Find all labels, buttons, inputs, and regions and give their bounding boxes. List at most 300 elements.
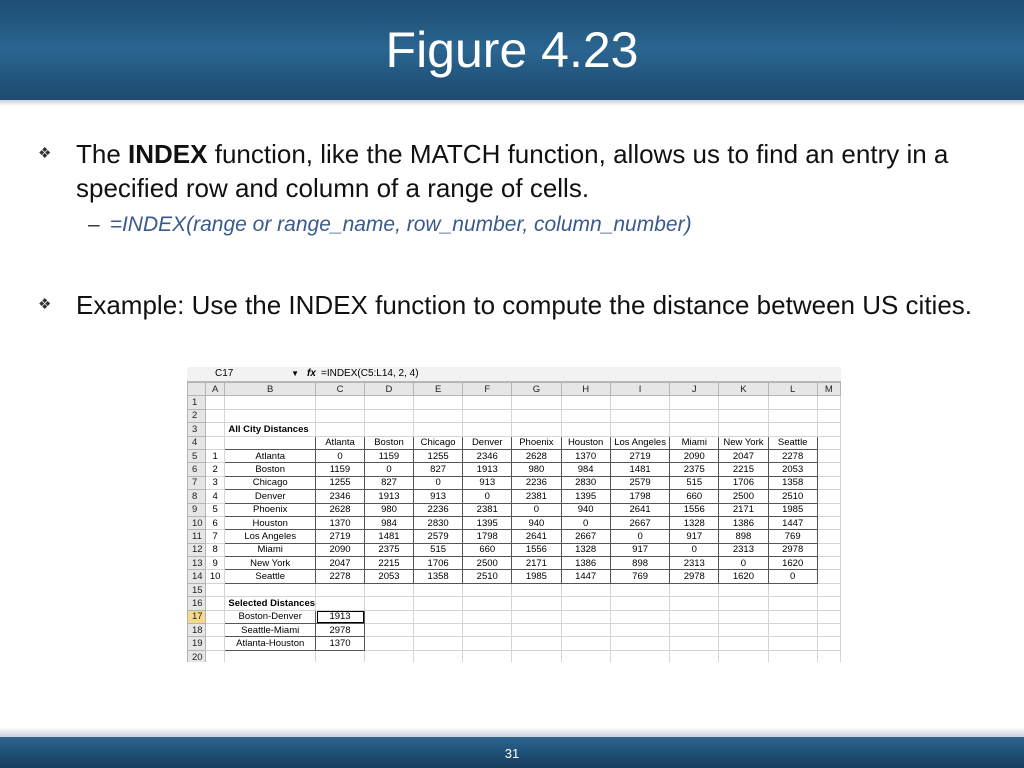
- row-header[interactable]: 10: [188, 516, 206, 529]
- cell[interactable]: [205, 624, 225, 637]
- cell[interactable]: 1447: [768, 516, 817, 529]
- name-box[interactable]: [215, 368, 301, 380]
- table-row: [188, 583, 841, 596]
- cell[interactable]: 2579: [413, 530, 462, 543]
- cell[interactable]: [561, 409, 610, 422]
- cell[interactable]: [817, 650, 840, 662]
- cell[interactable]: [719, 610, 769, 623]
- cell[interactable]: [817, 490, 840, 503]
- cell[interactable]: [561, 423, 610, 436]
- cell[interactable]: [365, 396, 414, 409]
- cell[interactable]: 660: [463, 543, 512, 556]
- cell[interactable]: [768, 650, 817, 662]
- cell[interactable]: 1358: [413, 570, 462, 583]
- cell[interactable]: 2381: [512, 490, 561, 503]
- row-header[interactable]: 20: [188, 650, 206, 662]
- cell[interactable]: 660: [670, 490, 719, 503]
- row-header[interactable]: 11: [188, 530, 206, 543]
- formula-input[interactable]: =INDEX(C5:L14, 2, 4): [321, 368, 419, 379]
- cell[interactable]: [817, 449, 840, 462]
- cell[interactable]: [719, 396, 769, 409]
- cell[interactable]: Denver: [225, 490, 316, 503]
- cell[interactable]: 0: [463, 490, 512, 503]
- cell[interactable]: 913: [463, 476, 512, 489]
- cell[interactable]: 827: [413, 463, 462, 476]
- cell[interactable]: All City Distances: [225, 423, 316, 436]
- cell[interactable]: 2830: [413, 516, 462, 529]
- row-header[interactable]: 5: [188, 449, 206, 462]
- cell[interactable]: 4: [205, 490, 225, 503]
- cell[interactable]: 2830: [561, 476, 610, 489]
- cell[interactable]: 917: [610, 543, 670, 556]
- cell[interactable]: [768, 597, 817, 610]
- cell[interactable]: [670, 409, 719, 422]
- cell[interactable]: 1985: [768, 503, 817, 516]
- cell[interactable]: 0: [512, 503, 561, 516]
- cell[interactable]: 984: [561, 463, 610, 476]
- cell[interactable]: [316, 597, 365, 610]
- cell[interactable]: 1447: [561, 570, 610, 583]
- cell[interactable]: [413, 637, 462, 650]
- cell[interactable]: [817, 436, 840, 449]
- cell[interactable]: [413, 423, 462, 436]
- cell[interactable]: 984: [365, 516, 414, 529]
- row-header[interactable]: 15: [188, 583, 206, 596]
- cell[interactable]: [561, 396, 610, 409]
- cell[interactable]: 0: [561, 516, 610, 529]
- row-header[interactable]: 14: [188, 570, 206, 583]
- cell[interactable]: [610, 423, 670, 436]
- cell[interactable]: 2667: [561, 530, 610, 543]
- cell[interactable]: 2375: [670, 463, 719, 476]
- cell[interactable]: [316, 409, 365, 422]
- cell[interactable]: 2171: [512, 557, 561, 570]
- cell[interactable]: [225, 436, 316, 449]
- cell[interactable]: Los Angeles: [225, 530, 316, 543]
- cell[interactable]: [512, 423, 561, 436]
- column-header[interactable]: M: [817, 383, 840, 396]
- cell[interactable]: [512, 597, 561, 610]
- cell[interactable]: 2628: [316, 503, 365, 516]
- cell[interactable]: [316, 650, 365, 662]
- cell[interactable]: [817, 543, 840, 556]
- cell[interactable]: [463, 423, 512, 436]
- cell[interactable]: 9: [205, 557, 225, 570]
- select-all-corner[interactable]: [188, 383, 206, 396]
- cell[interactable]: [670, 610, 719, 623]
- cell[interactable]: [817, 530, 840, 543]
- cell[interactable]: [670, 624, 719, 637]
- cell[interactable]: 2313: [719, 543, 769, 556]
- cell[interactable]: [561, 583, 610, 596]
- cell[interactable]: [413, 396, 462, 409]
- cell[interactable]: [670, 637, 719, 650]
- cell[interactable]: [670, 423, 719, 436]
- cell[interactable]: 7: [205, 530, 225, 543]
- column-header[interactable]: H: [561, 383, 610, 396]
- cell[interactable]: 1386: [561, 557, 610, 570]
- cell[interactable]: [225, 409, 316, 422]
- cell[interactable]: 1798: [463, 530, 512, 543]
- cell[interactable]: 0: [365, 463, 414, 476]
- cell[interactable]: [719, 624, 769, 637]
- cell[interactable]: Phoenix: [512, 436, 561, 449]
- cell[interactable]: 2375: [365, 543, 414, 556]
- cell[interactable]: Seattle: [768, 436, 817, 449]
- cell[interactable]: 2579: [610, 476, 670, 489]
- cell[interactable]: 769: [768, 530, 817, 543]
- cell[interactable]: [561, 597, 610, 610]
- cell[interactable]: 917: [670, 530, 719, 543]
- cell[interactable]: 0: [670, 543, 719, 556]
- cell[interactable]: [512, 583, 561, 596]
- cell[interactable]: 1395: [561, 490, 610, 503]
- column-header[interactable]: J: [670, 383, 719, 396]
- cell[interactable]: Chicago: [413, 436, 462, 449]
- cell[interactable]: 2346: [463, 449, 512, 462]
- cell[interactable]: [817, 557, 840, 570]
- cell[interactable]: [205, 610, 225, 623]
- cell[interactable]: 0: [768, 570, 817, 583]
- cell[interactable]: 1328: [670, 516, 719, 529]
- cell[interactable]: 1556: [670, 503, 719, 516]
- cell[interactable]: [413, 610, 462, 623]
- cell[interactable]: 2719: [316, 530, 365, 543]
- cell[interactable]: 2978: [670, 570, 719, 583]
- cell[interactable]: 2047: [719, 449, 769, 462]
- cell[interactable]: [463, 597, 512, 610]
- cell[interactable]: [817, 637, 840, 650]
- cell[interactable]: [817, 610, 840, 623]
- cell[interactable]: 1328: [561, 543, 610, 556]
- cell[interactable]: 1358: [768, 476, 817, 489]
- row-header[interactable]: 1: [188, 396, 206, 409]
- column-header[interactable]: I: [610, 383, 670, 396]
- cell[interactable]: [413, 597, 462, 610]
- cell[interactable]: [225, 396, 316, 409]
- cell[interactable]: [512, 624, 561, 637]
- cell[interactable]: [610, 409, 670, 422]
- cell[interactable]: [610, 637, 670, 650]
- cell[interactable]: [719, 423, 769, 436]
- cell[interactable]: [463, 637, 512, 650]
- cell[interactable]: 515: [670, 476, 719, 489]
- cell[interactable]: Atlanta: [225, 449, 316, 462]
- cell[interactable]: [316, 583, 365, 596]
- cell[interactable]: [768, 423, 817, 436]
- cell[interactable]: 1255: [413, 449, 462, 462]
- cell[interactable]: [768, 624, 817, 637]
- cell[interactable]: 1395: [463, 516, 512, 529]
- cell[interactable]: [463, 583, 512, 596]
- cell[interactable]: 1620: [768, 557, 817, 570]
- cell[interactable]: 3: [205, 476, 225, 489]
- cell[interactable]: 2090: [670, 449, 719, 462]
- cell[interactable]: [670, 597, 719, 610]
- cell[interactable]: [205, 396, 225, 409]
- cell[interactable]: 6: [205, 516, 225, 529]
- cell[interactable]: [512, 610, 561, 623]
- cell[interactable]: 2500: [719, 490, 769, 503]
- cell[interactable]: Atlanta-Houston: [225, 637, 316, 650]
- cell[interactable]: [670, 583, 719, 596]
- cell[interactable]: [365, 597, 414, 610]
- cell[interactable]: Atlanta: [316, 436, 365, 449]
- column-header[interactable]: F: [463, 383, 512, 396]
- cell[interactable]: New York: [719, 436, 769, 449]
- cell[interactable]: [463, 650, 512, 662]
- cell[interactable]: 898: [719, 530, 769, 543]
- cell[interactable]: [561, 624, 610, 637]
- cell[interactable]: [817, 503, 840, 516]
- column-header[interactable]: E: [413, 383, 462, 396]
- cell[interactable]: [413, 409, 462, 422]
- cell[interactable]: 1913: [316, 610, 365, 623]
- row-header[interactable]: 3: [188, 423, 206, 436]
- cell[interactable]: Denver: [463, 436, 512, 449]
- cell[interactable]: [817, 409, 840, 422]
- cell[interactable]: [316, 423, 365, 436]
- cell[interactable]: [463, 624, 512, 637]
- function-icon[interactable]: fx: [307, 368, 316, 379]
- cell[interactable]: [365, 637, 414, 650]
- cell[interactable]: [205, 650, 225, 662]
- cell[interactable]: [670, 650, 719, 662]
- cell[interactable]: [817, 624, 840, 637]
- cell[interactable]: 1798: [610, 490, 670, 503]
- cell[interactable]: Boston-Denver: [225, 610, 316, 623]
- cell[interactable]: 940: [561, 503, 610, 516]
- cell[interactable]: [610, 597, 670, 610]
- cell[interactable]: Miami: [670, 436, 719, 449]
- cell[interactable]: New York: [225, 557, 316, 570]
- cell-grid[interactable]: [187, 382, 841, 662]
- cell[interactable]: [610, 583, 670, 596]
- cell[interactable]: [817, 463, 840, 476]
- cell[interactable]: [719, 583, 769, 596]
- cell[interactable]: [225, 583, 316, 596]
- cell[interactable]: [316, 396, 365, 409]
- cell[interactable]: 2: [205, 463, 225, 476]
- cell[interactable]: 0: [413, 476, 462, 489]
- cell[interactable]: 2641: [610, 503, 670, 516]
- cell[interactable]: Boston: [225, 463, 316, 476]
- cell[interactable]: [205, 597, 225, 610]
- cell[interactable]: [413, 583, 462, 596]
- cell[interactable]: 1159: [316, 463, 365, 476]
- cell[interactable]: [413, 650, 462, 662]
- cell[interactable]: 2978: [316, 624, 365, 637]
- cell[interactable]: 2510: [463, 570, 512, 583]
- cell[interactable]: Seattle-Miami: [225, 624, 316, 637]
- cell[interactable]: 5: [205, 503, 225, 516]
- cell[interactable]: 2171: [719, 503, 769, 516]
- column-header[interactable]: A: [205, 383, 225, 396]
- row-header[interactable]: 2: [188, 409, 206, 422]
- cell[interactable]: 1913: [463, 463, 512, 476]
- cell[interactable]: [719, 409, 769, 422]
- cell[interactable]: [610, 610, 670, 623]
- cell[interactable]: 1370: [561, 449, 610, 462]
- cell[interactable]: 1913: [365, 490, 414, 503]
- cell[interactable]: [670, 396, 719, 409]
- cell[interactable]: 2346: [316, 490, 365, 503]
- cell[interactable]: [413, 624, 462, 637]
- cell[interactable]: 1481: [365, 530, 414, 543]
- cell[interactable]: [463, 396, 512, 409]
- cell[interactable]: 1706: [719, 476, 769, 489]
- cell[interactable]: 8: [205, 543, 225, 556]
- cell[interactable]: Houston: [225, 516, 316, 529]
- cell[interactable]: [512, 396, 561, 409]
- row-header[interactable]: 17: [188, 610, 206, 623]
- cell[interactable]: [768, 396, 817, 409]
- chevron-down-icon[interactable]: ▼: [291, 369, 299, 378]
- cell[interactable]: 1370: [316, 516, 365, 529]
- cell[interactable]: 2236: [413, 503, 462, 516]
- cell[interactable]: [719, 597, 769, 610]
- cell[interactable]: 1159: [365, 449, 414, 462]
- cell[interactable]: Seattle: [225, 570, 316, 583]
- cell[interactable]: 2215: [719, 463, 769, 476]
- cell[interactable]: [365, 583, 414, 596]
- cell[interactable]: Miami: [225, 543, 316, 556]
- cell[interactable]: 1985: [512, 570, 561, 583]
- cell[interactable]: 1620: [719, 570, 769, 583]
- cell[interactable]: [610, 396, 670, 409]
- row-header[interactable]: 18: [188, 624, 206, 637]
- row-header[interactable]: 8: [188, 490, 206, 503]
- cell[interactable]: [205, 637, 225, 650]
- cell[interactable]: [365, 624, 414, 637]
- cell[interactable]: 2278: [316, 570, 365, 583]
- cell[interactable]: [225, 650, 316, 662]
- cell[interactable]: 898: [610, 557, 670, 570]
- cell[interactable]: [205, 409, 225, 422]
- column-header[interactable]: L: [768, 383, 817, 396]
- cell[interactable]: [817, 583, 840, 596]
- cell[interactable]: 515: [413, 543, 462, 556]
- cell[interactable]: Boston: [365, 436, 414, 449]
- column-header[interactable]: K: [719, 383, 769, 396]
- cell[interactable]: [561, 637, 610, 650]
- cell[interactable]: [817, 570, 840, 583]
- cell[interactable]: 2719: [610, 449, 670, 462]
- cell[interactable]: 1255: [316, 476, 365, 489]
- column-header[interactable]: C: [316, 383, 365, 396]
- cell[interactable]: [463, 610, 512, 623]
- cell[interactable]: 913: [413, 490, 462, 503]
- column-header[interactable]: G: [512, 383, 561, 396]
- cell[interactable]: 2236: [512, 476, 561, 489]
- cell[interactable]: [205, 423, 225, 436]
- cell[interactable]: Los Angeles: [610, 436, 670, 449]
- column-header[interactable]: B: [225, 383, 316, 396]
- cell[interactable]: [512, 650, 561, 662]
- cell[interactable]: 2500: [463, 557, 512, 570]
- cell[interactable]: [610, 650, 670, 662]
- cell[interactable]: 10: [205, 570, 225, 583]
- cell[interactable]: [817, 423, 840, 436]
- cell[interactable]: 2047: [316, 557, 365, 570]
- cell[interactable]: 1370: [316, 637, 365, 650]
- cell[interactable]: 2090: [316, 543, 365, 556]
- cell[interactable]: 980: [365, 503, 414, 516]
- cell[interactable]: [719, 637, 769, 650]
- cell[interactable]: [205, 583, 225, 596]
- cell[interactable]: 769: [610, 570, 670, 583]
- column-header[interactable]: D: [365, 383, 414, 396]
- cell[interactable]: [561, 610, 610, 623]
- cell[interactable]: 2313: [670, 557, 719, 570]
- cell[interactable]: [768, 610, 817, 623]
- cell[interactable]: 2053: [768, 463, 817, 476]
- cell[interactable]: 0: [719, 557, 769, 570]
- cell[interactable]: 827: [365, 476, 414, 489]
- cell[interactable]: 1481: [610, 463, 670, 476]
- cell[interactable]: [512, 409, 561, 422]
- cell[interactable]: 940: [512, 516, 561, 529]
- cell[interactable]: [768, 409, 817, 422]
- cell[interactable]: 1556: [512, 543, 561, 556]
- row-header[interactable]: 19: [188, 637, 206, 650]
- cell[interactable]: [561, 650, 610, 662]
- cell[interactable]: [365, 409, 414, 422]
- cell[interactable]: [768, 637, 817, 650]
- cell[interactable]: [817, 597, 840, 610]
- cell[interactable]: 2510: [768, 490, 817, 503]
- cell[interactable]: 2381: [463, 503, 512, 516]
- cell[interactable]: [817, 396, 840, 409]
- cell[interactable]: Phoenix: [225, 503, 316, 516]
- row-header[interactable]: 7: [188, 476, 206, 489]
- cell[interactable]: [817, 476, 840, 489]
- row-header[interactable]: 9: [188, 503, 206, 516]
- cell[interactable]: [365, 610, 414, 623]
- cell[interactable]: [610, 624, 670, 637]
- cell[interactable]: Houston: [561, 436, 610, 449]
- cell[interactable]: 1386: [719, 516, 769, 529]
- cell[interactable]: [768, 583, 817, 596]
- row-header[interactable]: 16: [188, 597, 206, 610]
- cell[interactable]: [463, 409, 512, 422]
- cell[interactable]: 2641: [512, 530, 561, 543]
- row-header[interactable]: 6: [188, 463, 206, 476]
- cell[interactable]: 2978: [768, 543, 817, 556]
- cell[interactable]: 2278: [768, 449, 817, 462]
- row-header[interactable]: 4: [188, 436, 206, 449]
- cell[interactable]: 0: [316, 449, 365, 462]
- cell[interactable]: 2667: [610, 516, 670, 529]
- cell[interactable]: 2053: [365, 570, 414, 583]
- cell[interactable]: [205, 436, 225, 449]
- cell[interactable]: 0: [610, 530, 670, 543]
- cell[interactable]: Chicago: [225, 476, 316, 489]
- cell[interactable]: [512, 637, 561, 650]
- row-header[interactable]: 13: [188, 557, 206, 570]
- cell[interactable]: [817, 516, 840, 529]
- cell[interactable]: [365, 423, 414, 436]
- cell[interactable]: 1: [205, 449, 225, 462]
- cell[interactable]: 1706: [413, 557, 462, 570]
- cell[interactable]: 2215: [365, 557, 414, 570]
- cell[interactable]: [365, 650, 414, 662]
- cell[interactable]: [719, 650, 769, 662]
- cell[interactable]: Selected Distances: [225, 597, 316, 610]
- cell[interactable]: 980: [512, 463, 561, 476]
- row-header[interactable]: 12: [188, 543, 206, 556]
- cell[interactable]: 2628: [512, 449, 561, 462]
